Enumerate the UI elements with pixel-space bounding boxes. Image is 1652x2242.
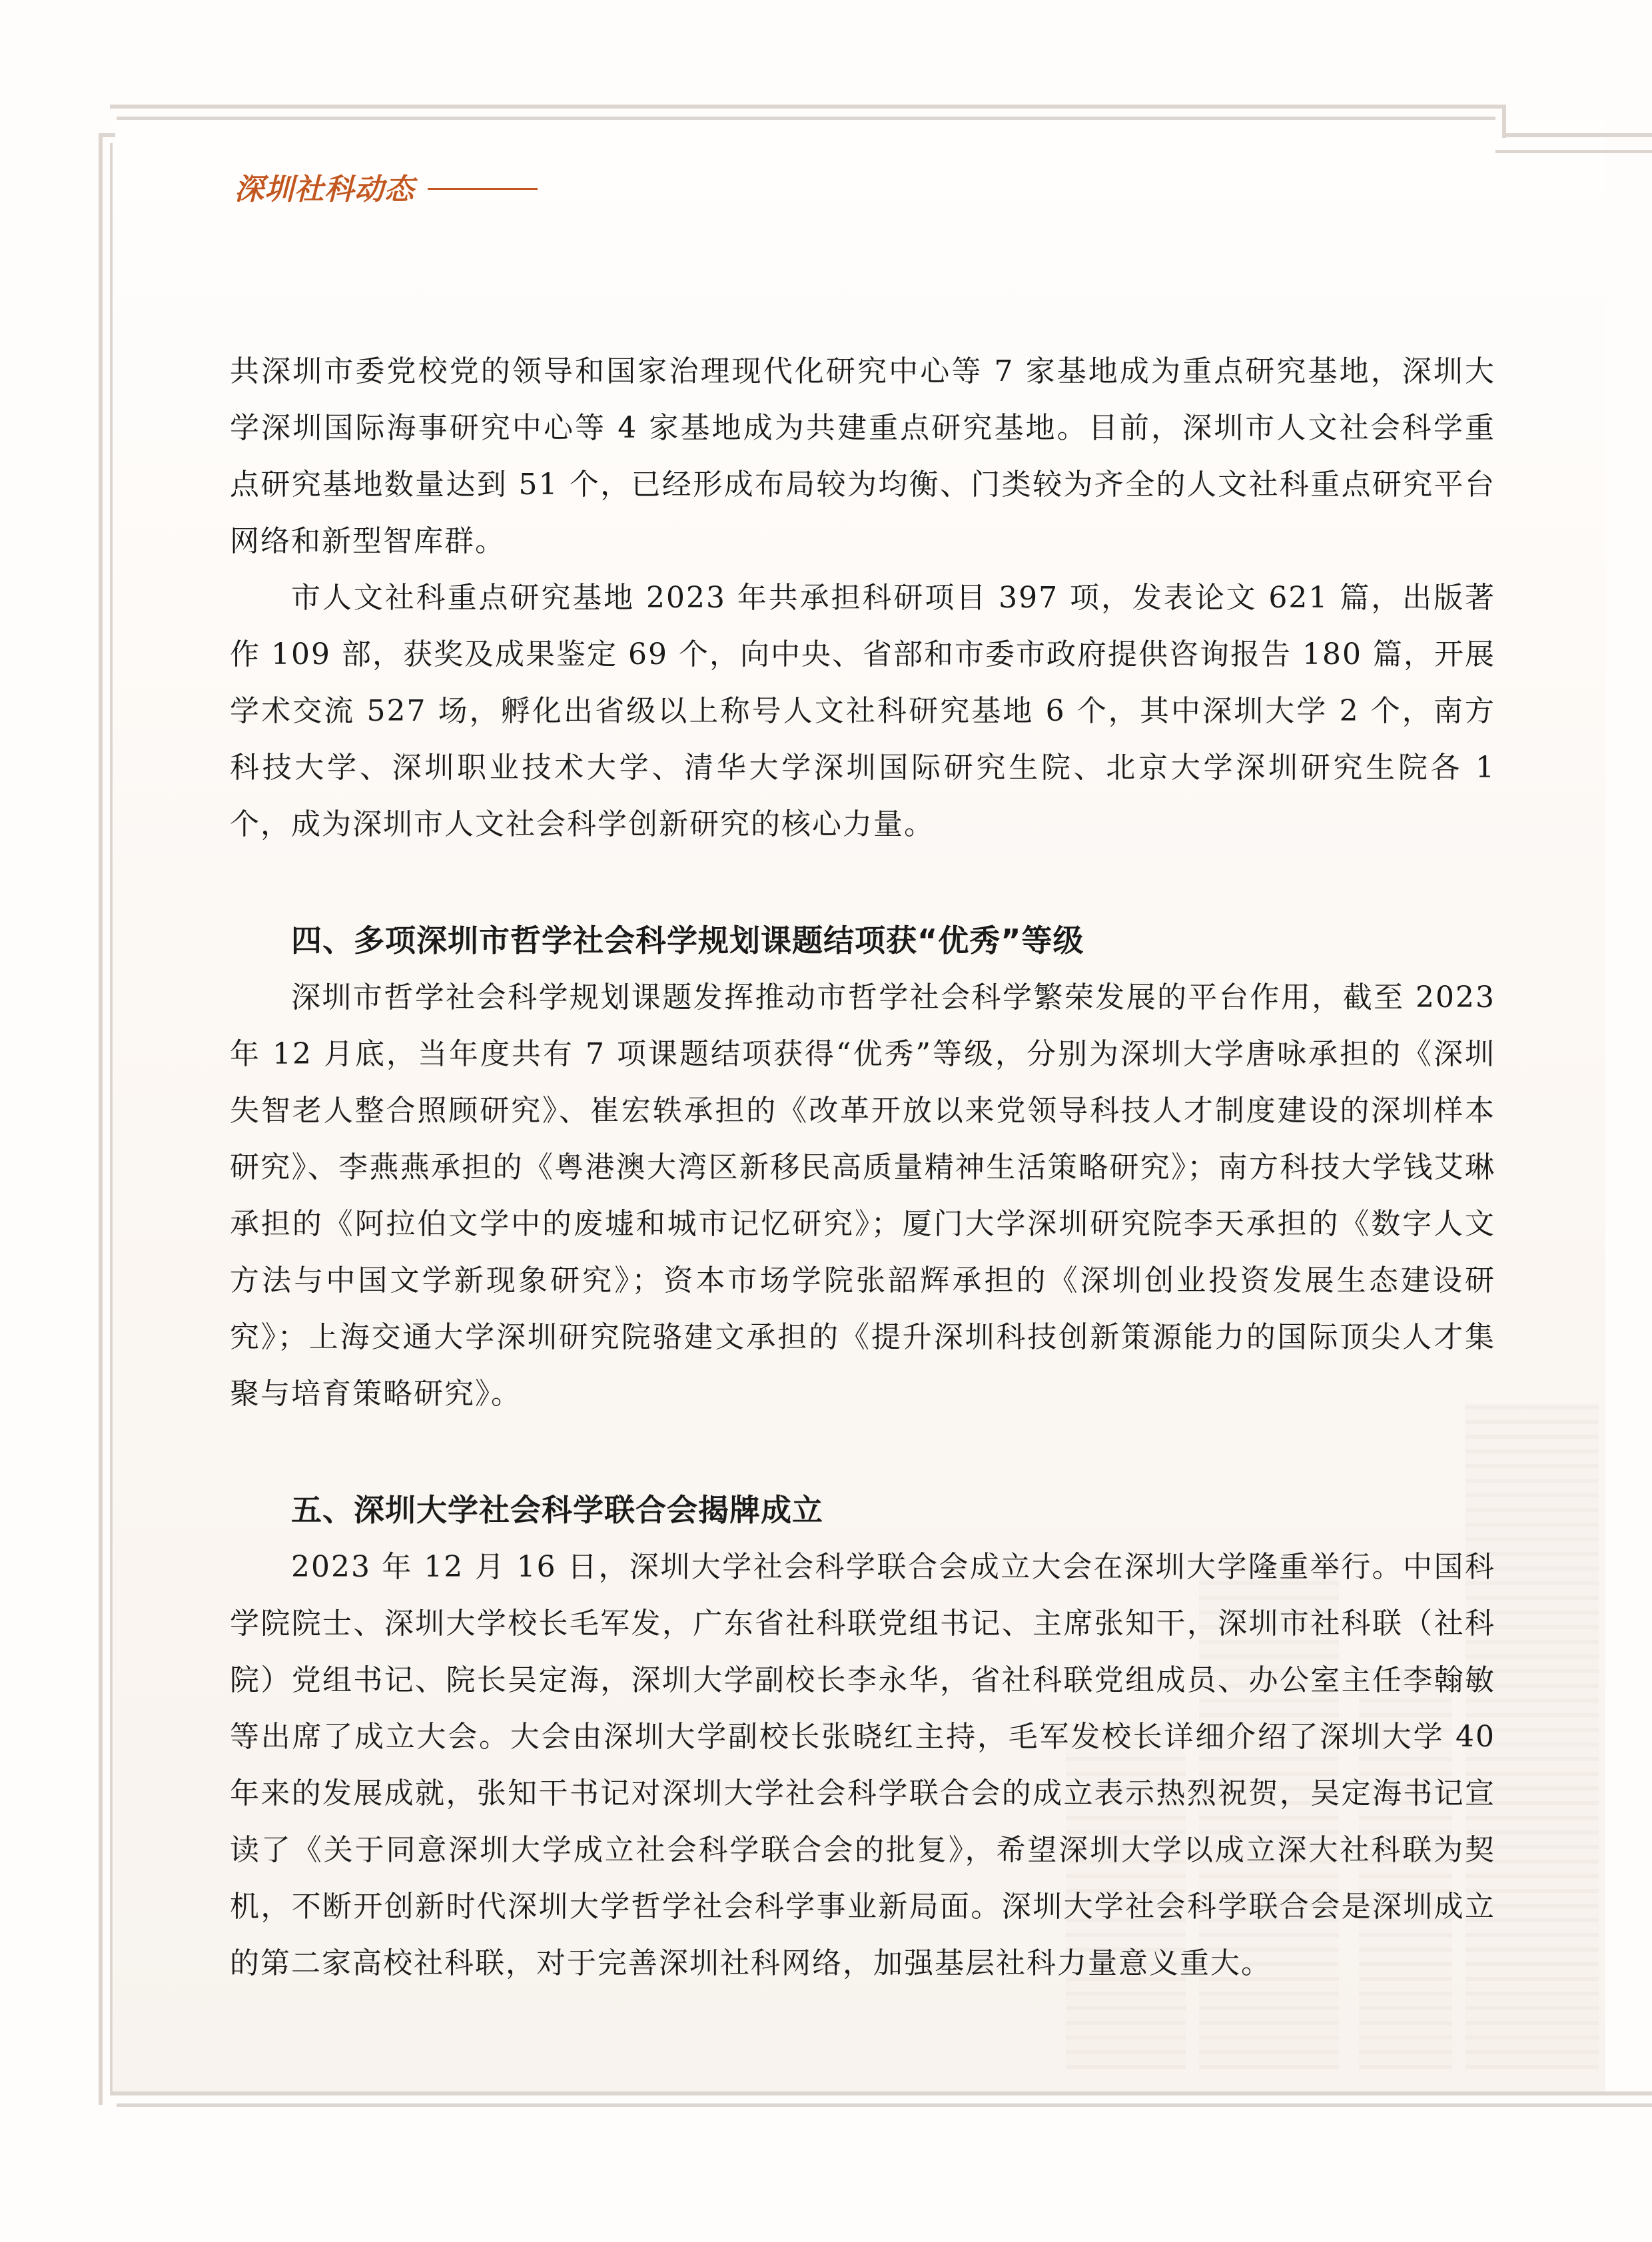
header-rule xyxy=(428,188,538,190)
running-header xyxy=(234,165,538,208)
intro-paragraph-2: 市人文社科重点研究基地 2023 年共承担科研项目 397 项，发表论文 621 篇，出版著作 109 部，获奖及成果鉴定 69 个，向中央、省部和市委市政府提供咨询报告 180 篇，开展学术交流 527 场，孵化出省级以上称号人文社科研究基地 6 个，其中深圳大学 2 个，南方科技大学、深圳职业技术大学、清华大学深圳国际研究生院、北京大学深圳研究生院各 1 个，成为深圳市人文社会科学创新研究的核心力量。 xyxy=(230,581,1495,841)
article-body xyxy=(230,343,1495,1992)
header-title: 深圳社科动态 xyxy=(234,173,414,206)
section-heading-4: 四、多项深圳市哲学社会科学规划课题结项获“优秀”等级 xyxy=(291,923,1084,958)
section-5-paragraph: 2023 年 12 月 16 日，深圳大学社会科学联合会成立大会在深圳大学隆重举行。中国科学院院士、深圳大学校长毛军发，广东省社科联党组书记、主席张知干，深圳市社科联（社科院）党组书记、院长吴定海，深圳大学副校长李永华，省社科联党组成员、办公室主任李翰敏等出席了成立大会。大会由深圳大学副校长张晓红主持，毛军发校长详细介绍了深圳大学 40 年来的发展成就，张知干书记对深圳大学社会科学联合会的成立表示热烈祝贺，吴定海书记宣读了《关于同意深圳大学成立社会科学联合会的批复》，希望深圳大学以成立深大社科联为契机，不断开创新时代深圳大学哲学社会科学事业新局面。深圳大学社会科学联合会是深圳成立的第二家高校社科联，对于完善深圳社科网络，加强基层社科力量意义重大。 xyxy=(230,1550,1495,1980)
intro-paragraph-1: 共深圳市委党校党的领导和国家治理现代化研究中心等 7 家基地成为重点研究基地，深圳大学深圳国际海事研究中心等 4 家基地成为共建重点研究基地。目前，深圳市人文社会科学重点研究基地数量达到 51 个，已经形成布局较为均衡、门类较为齐全的人文社科重点研究平台网络和新型智库群。 xyxy=(230,354,1495,558)
section-heading-5: 五、深圳大学社会科学联合会揭牌成立 xyxy=(291,1492,823,1528)
section-4-paragraph: 深圳市哲学社会科学规划课题发挥推动市哲学社会科学繁荣发展的平台作用，截至 2023 年 12 月底，当年度共有 7 项课题结项获得“优秀”等级，分别为深圳大学唐咏承担的《深圳失智老人整合照顾研究》、崔宏轶承担的《改革开放以来党领导科技人才制度建设的深圳样本研究》、李燕燕承担的《粤港澳大湾区新移民高质量精神生活策略研究》；南方科技大学钱艾琳承担的《阿拉伯文学中的废墟和城市记忆研究》；厦门大学深圳研究院李天承担的《数字人文方法与中国文学新现象研究》；资本市场学院张韶辉承担的《深圳创业投资发展生态建设研究》；上海交通大学深圳研究院骆建文承担的《提升深圳科技创新策源能力的国际顶尖人才集聚与培育策略研究》。 xyxy=(230,980,1495,1411)
